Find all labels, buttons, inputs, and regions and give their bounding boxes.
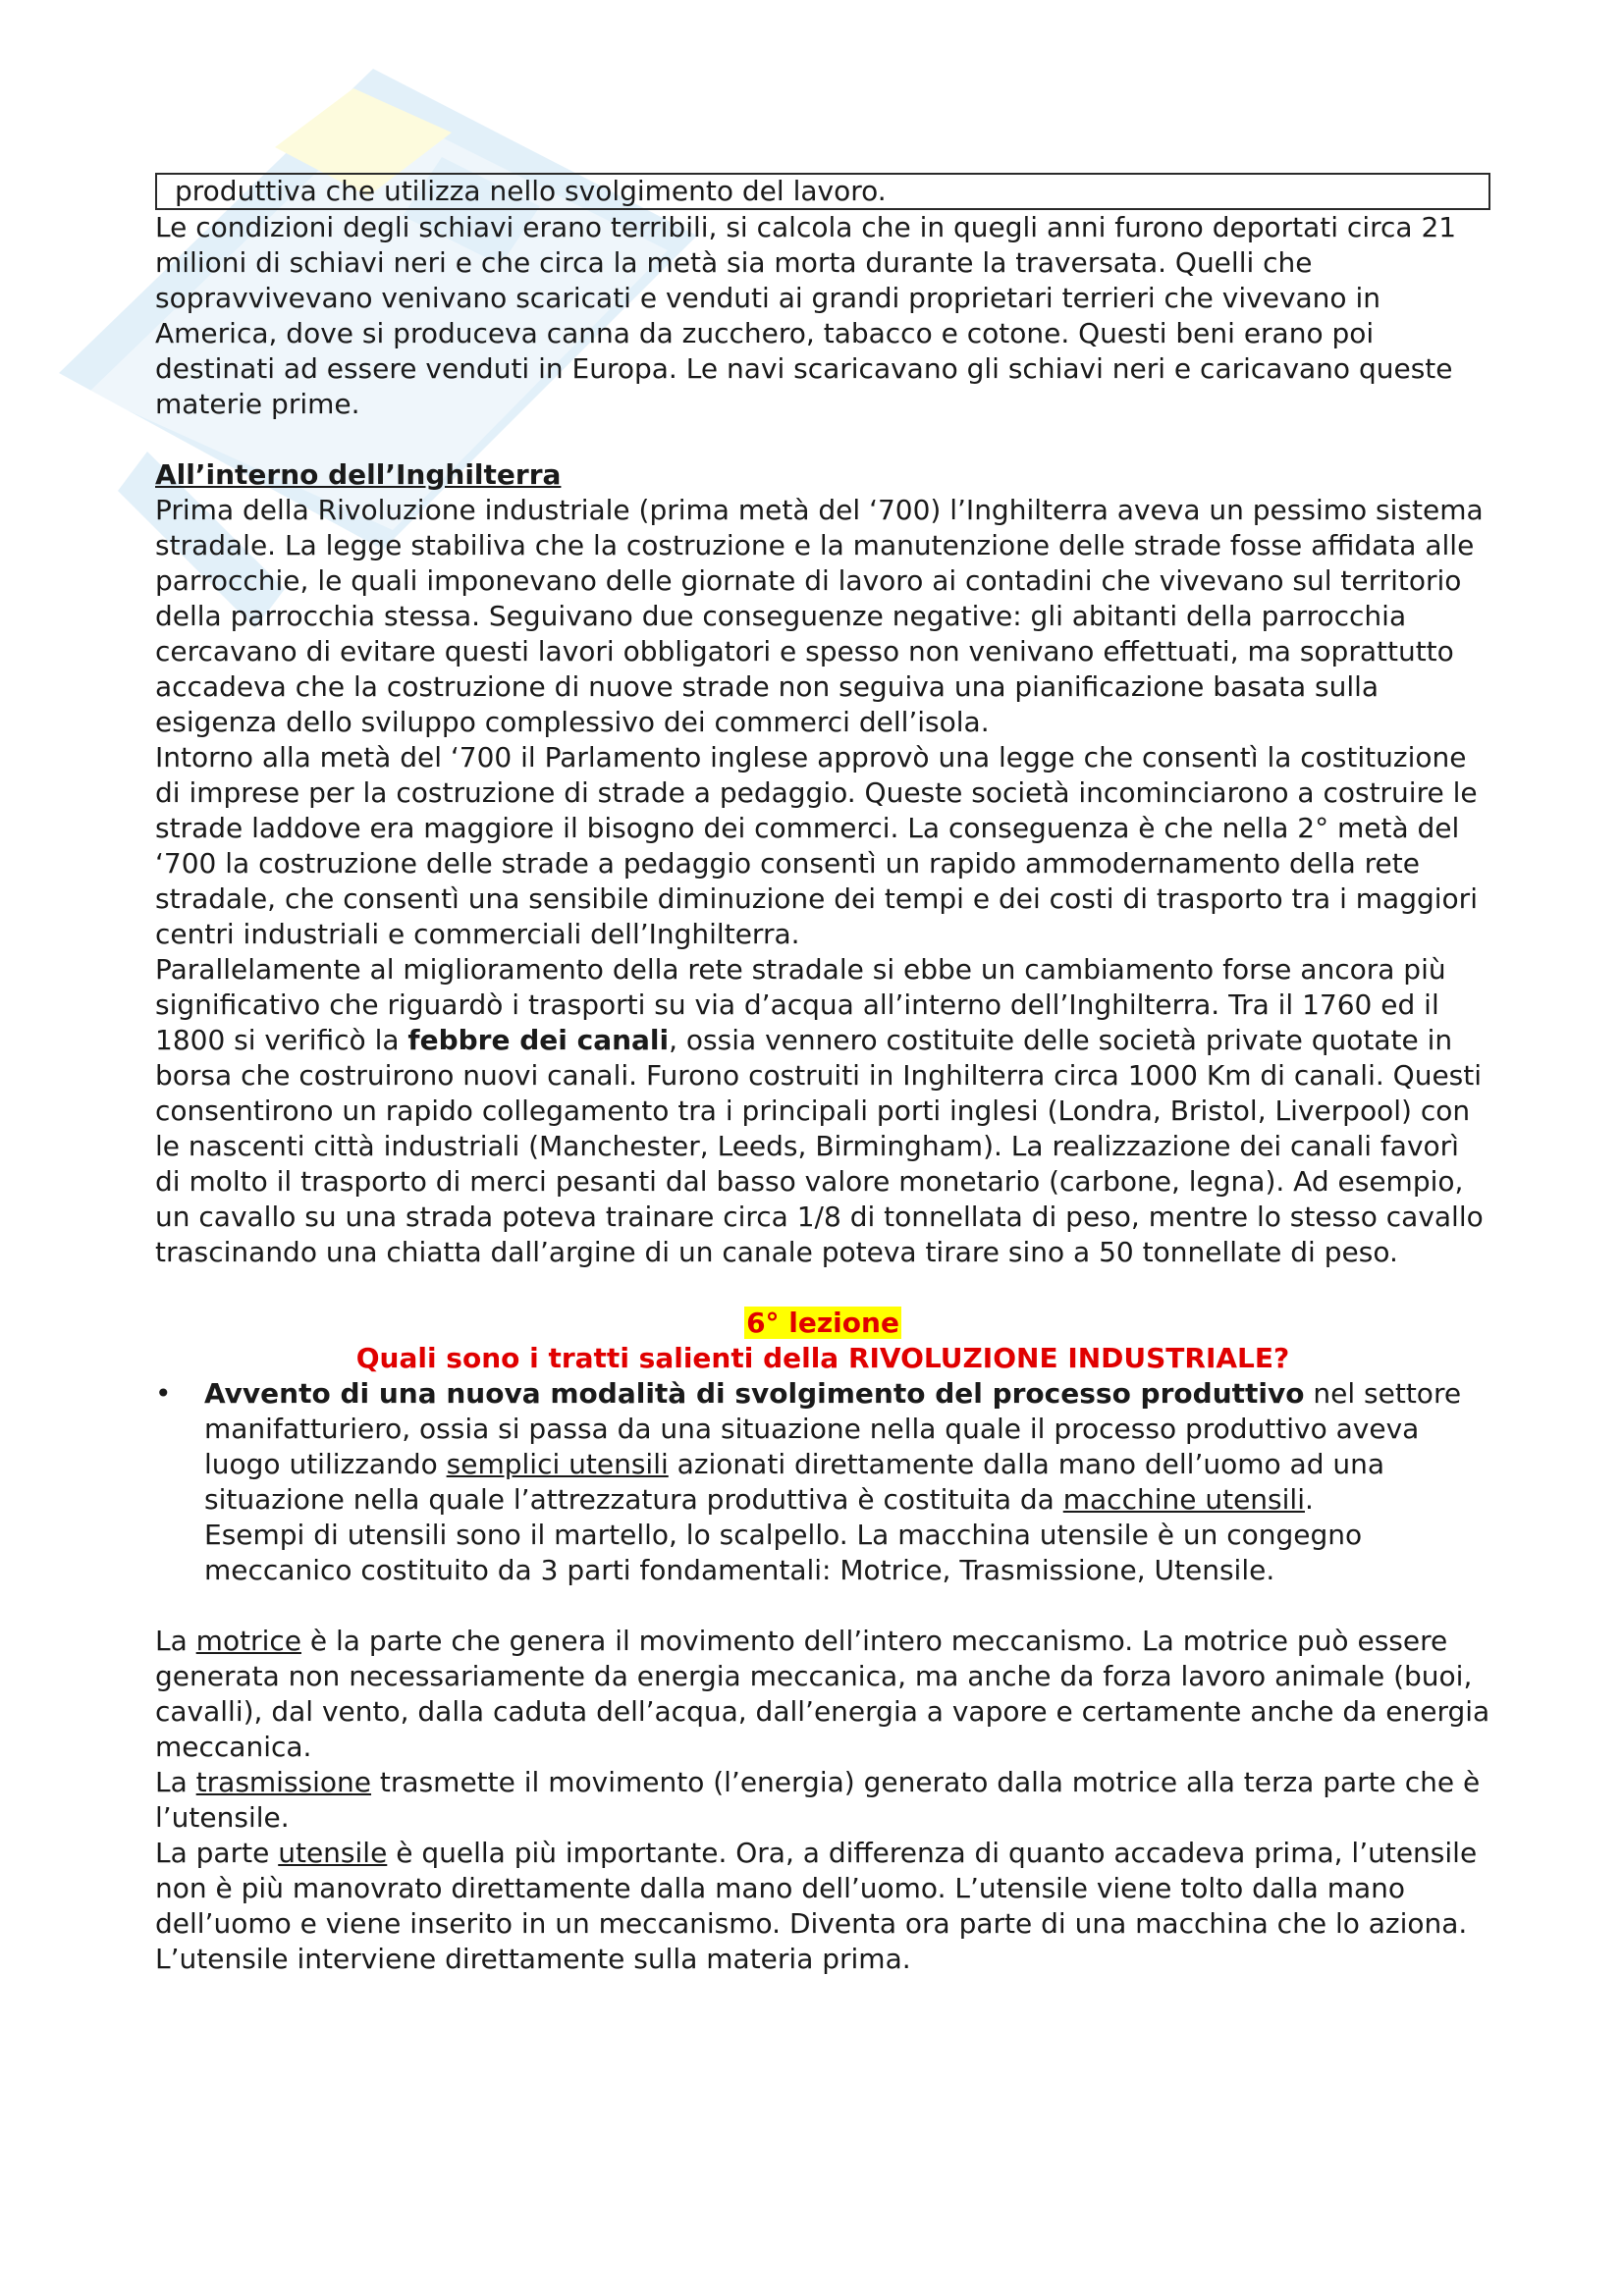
- toll-roads-paragraph: Intorno alla metà del ‘700 il Parlamento inglese approvò una legge che consentì la costituzione di imprese per la costruzione di strade a pedaggio. Queste società incominciarono a costruire le strade laddove era maggiore il bisogno dei commerci. La conseguenza è che nella 2° metà del ‘700 la costruzione delle strade a pedaggio consentì un rapido ammodernamento della rete stradale, che consentì una sensibile diminuzione dei tempi e dei costi di trasporto tra i maggiori centri industriali e commerciali dell’Inghilterra.: [155, 741, 1478, 950]
- trasmissione-paragraph: La trasmissione trasmette il movimento (l’energia) generato dalla motrice alla terza parte che è l’utensile.: [155, 1766, 1481, 1834]
- canal-fever-term: febbre dei canali: [407, 1024, 670, 1056]
- bullet-main-text: Avvento di una nuova modalità di svolgimento del processo produttivo nel settore manifatturiero, ossia si passa da una situazione nella quale il processo produttivo aveva luogo utilizzando semplici utensili azionati direttamente dalla mano dell’uomo ad una situazione nella quale l’attrezzatura produttiva è costituita da macchine utensili.: [204, 1377, 1462, 1516]
- bullet-dot-icon: •: [155, 1377, 172, 1410]
- roads-paragraph: Prima della Rivoluzione industriale (prima metà del ‘700) l’Inghilterra aveva un pessimo sistema stradale. La legge stabiliva che la costruzione e la manutenzione delle strade fosse affidata alle parrocchie, le quali imponevano delle giornate di lavoro ai contadini che vivevano sul territorio della parrocchia stessa. Seguivano due conseguenze negative: gli abitanti della parrocchia cercavano di evitare questi lavori obbligatori e spesso non venivano effettuati, ma soprattutto accadeva che la costruzione di nuove strade non seguiva una pianificazione basata sulla esigenza dello sviluppo complessivo dei commerci dell’isola.: [155, 494, 1484, 738]
- section-heading: All’interno dell’Inghilterra: [155, 458, 562, 491]
- motrice-paragraph: La motrice è la parte che genera il movimento dell’intero meccanismo. La motrice può essere generata non necessariamente da energia meccanica, ma anche da forza lavoro animale (buoi, cavalli), dal vento, dalla caduta dell’acqua, dall’energia a vapore e certamente anche da energia meccanica.: [155, 1625, 1490, 1763]
- lesson-title: Quali sono i tratti salienti della RIVOLUZIONE INDUSTRIALE?: [355, 1342, 1290, 1374]
- canals-paragraph: Parallelamente al miglioramento della rete stradale si ebbe un cambiamento forse ancora più significativo che riguardò i trasporti su via d’acqua all’interno dell’Inghilterra. Tra il 1760 ed il 1800 si verificò la febbre dei canali, ossia vennero costituite delle società private quotate in borsa che costruirono nuovi canali. Furono costruiti in Inghilterra circa 1000 Km di canali. Questi consentirono un rapido collegamento tra i principali porti inglesi (Londra, Bristol, Liverpool) con le nascenti città industriali (Manchester, Leeds, Birmingham). La realizzazione dei canali favorì di molto il trasporto di merci pesanti dal basso valore monetario (carbone, legna). Ad esempio, un cavallo su una strada poteva trainare circa 1/8 di tonnellata di peso, mentre lo stesso cavallo trascinando una chiatta dall’argine di un canale poteva tirare sino a 50 tonnellate di peso.: [155, 953, 1484, 1268]
- slavery-paragraph: Le condizioni degli schiavi erano terribili, si calcola che in quegli anni furono deportati circa 21 milioni di schiavi neri e che circa la metà sia morta durante la traversata. Quelli che sopravvivevano venivano scaricati e venduti ai grandi proprietari terrieri che vivevano in America, dove si produceva canna da zucchero, tabacco e cotone. Questi beni erano poi destinati ad essere venduti in Europa. Le navi scaricavano gli schiavi neri e caricavano queste materie prime.: [155, 211, 1457, 420]
- lesson-label-line: [155, 1306, 1490, 1341]
- utensile-paragraph: La parte utensile è quella più importante. Ora, a differenza di quanto accadeva prima, l’utensile non è più manovrato direttamente dalla mano dell’uomo. L’utensile viene tolto dalla mano dell’uomo e viene inserito in un meccanismo. Diventa ora parte di una macchina che lo aziona. L’utensile interviene direttamente sulla materia prima.: [155, 1837, 1478, 1975]
- bullet-item: [155, 1376, 1490, 1588]
- boxed-continuation-line: produttiva che utilizza nello svolgimento del lavoro.: [155, 173, 1490, 210]
- bullet-examples-text: Esempi di utensili sono il martello, lo scalpello. La macchina utensile è un congegno meccanico costituito da 3 parti fondamentali: Motrice, Trasmissione, Utensile.: [204, 1519, 1363, 1586]
- lesson-label: 6° lezione: [746, 1307, 899, 1339]
- document-body: [155, 173, 1490, 1977]
